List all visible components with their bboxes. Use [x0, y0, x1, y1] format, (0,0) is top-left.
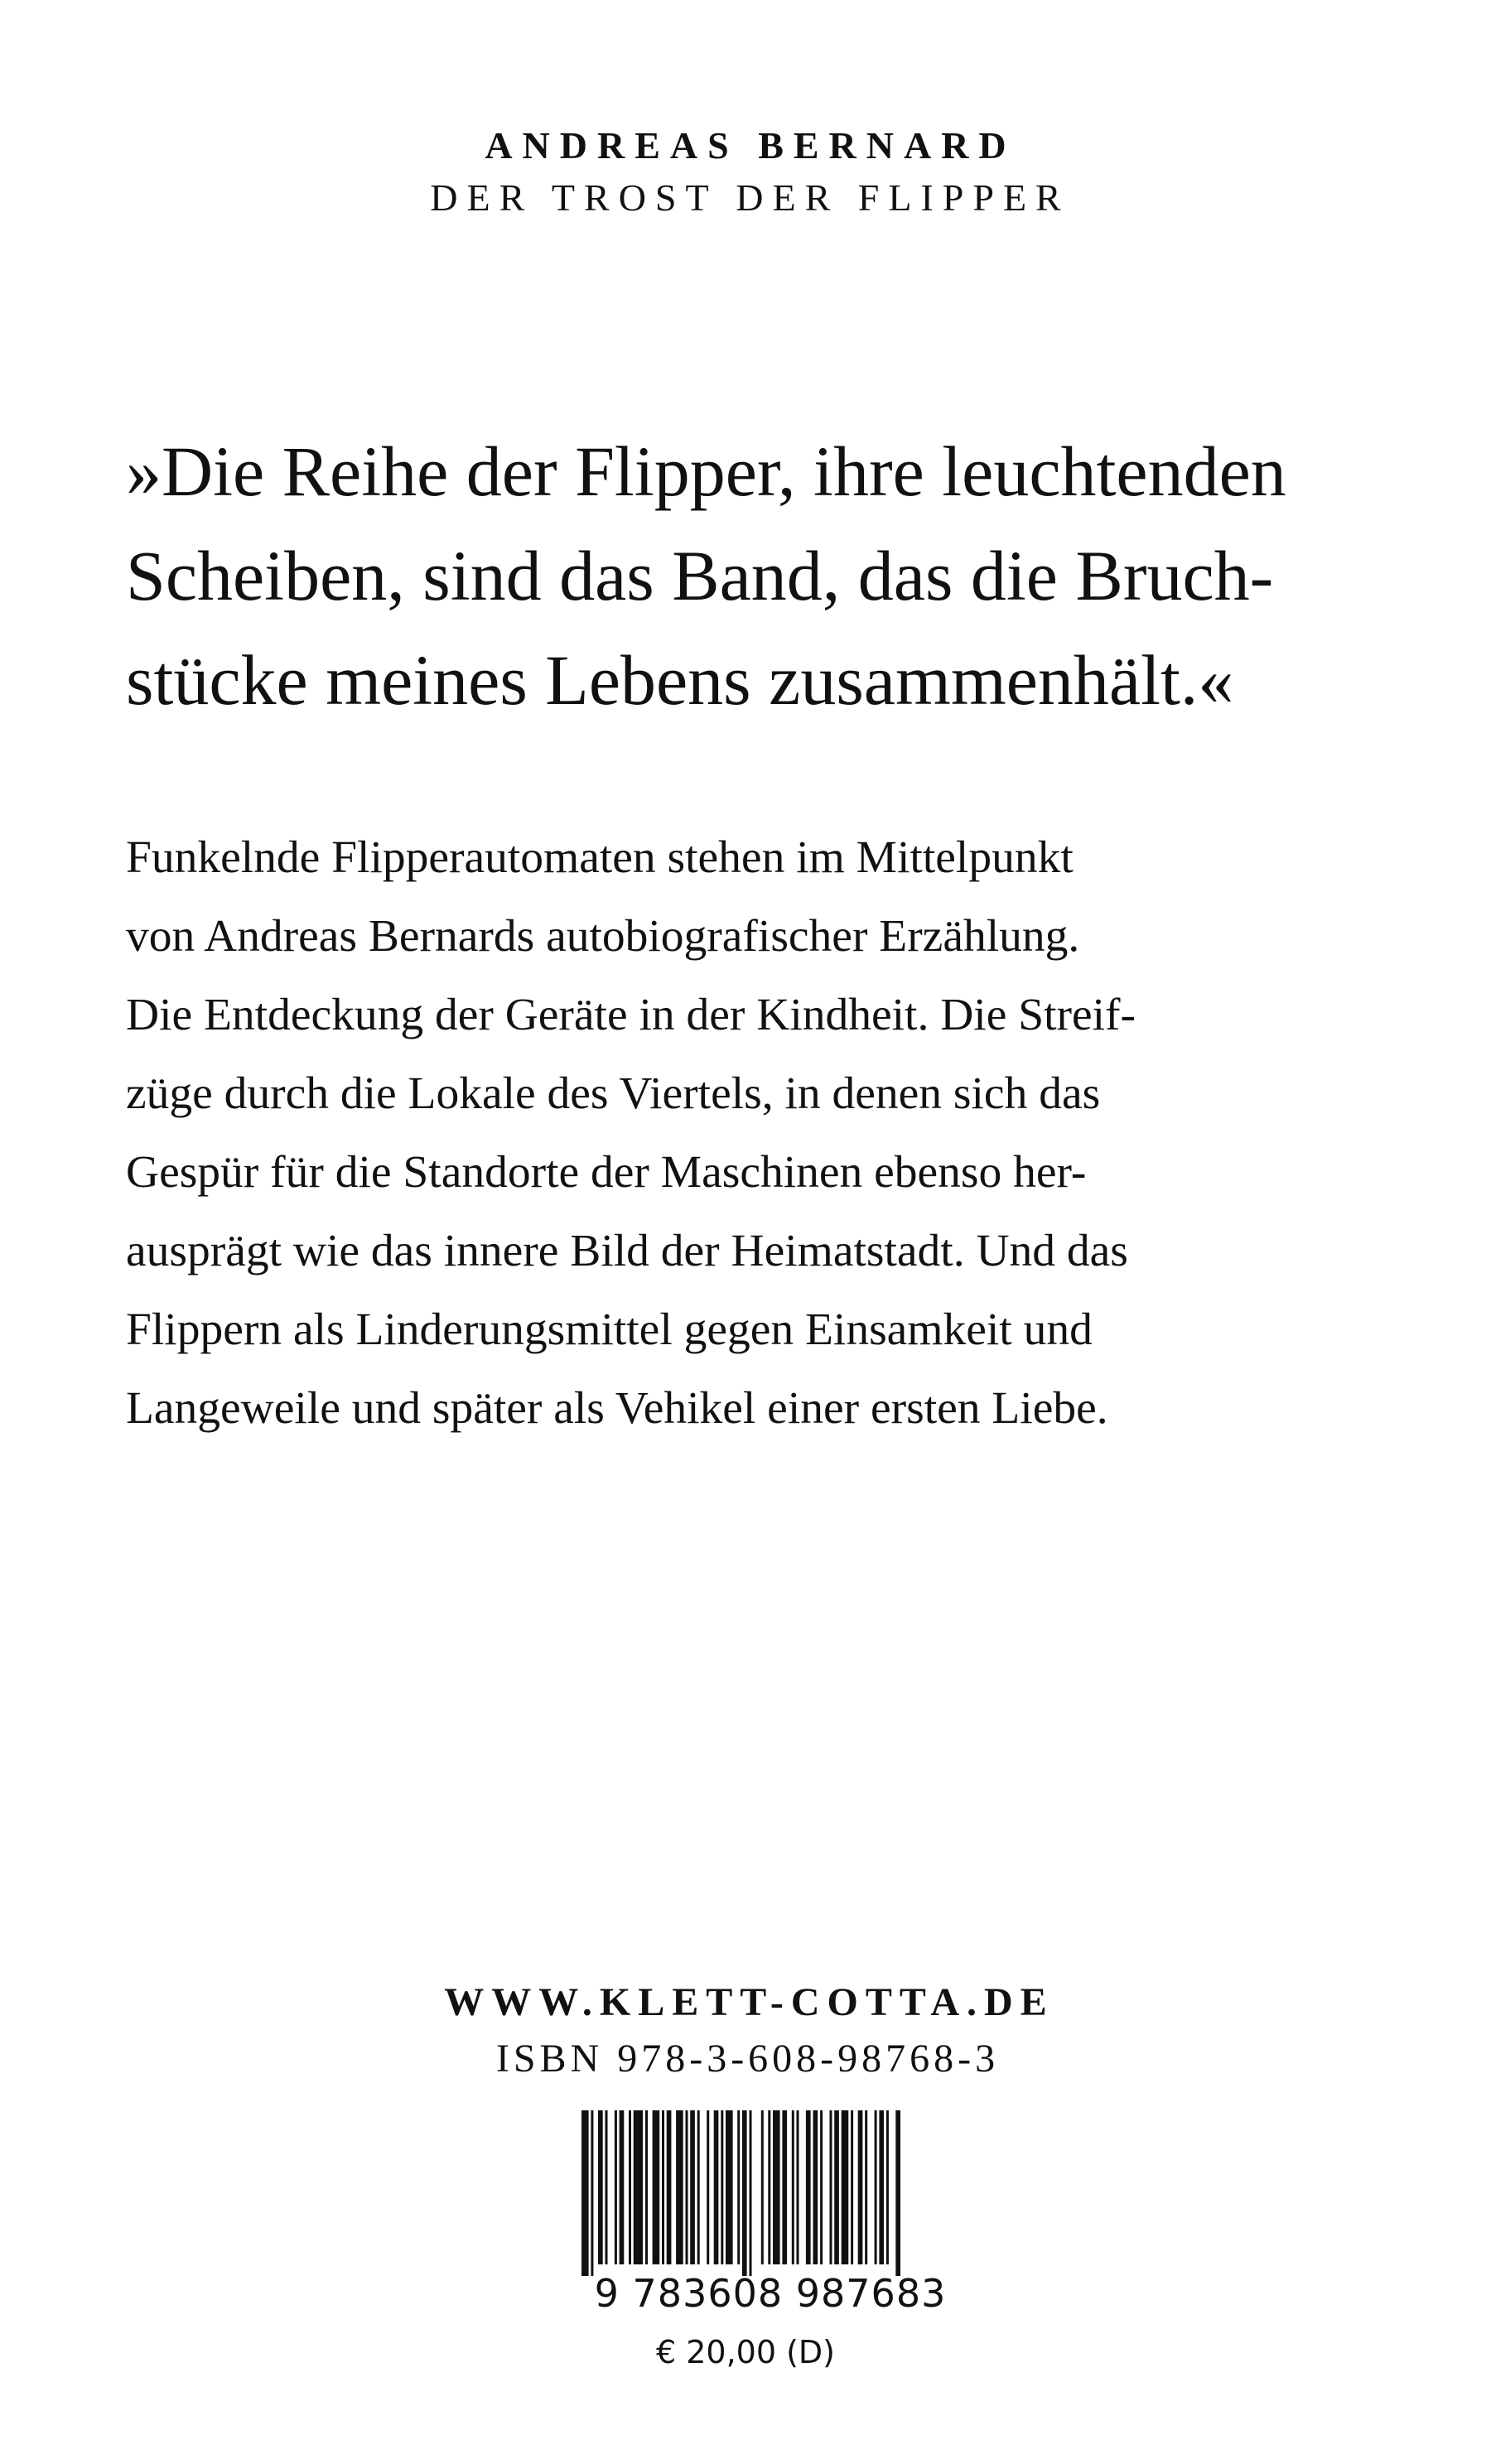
barcode-bar [834, 2110, 839, 2264]
price-label: € 20,00 (D) [655, 2334, 836, 2370]
blurb-line: Langeweile und später als Vehikel einer ersten Liebe. [126, 1383, 1108, 1434]
barcode-bar [865, 2110, 867, 2264]
blurb-line: ausprägt wie das innere Bild der Heimatstadt. Und das [126, 1226, 1128, 1276]
barcode-bar [697, 2110, 700, 2264]
publisher-website: WWW.KLETT-COTTA.DE [444, 1980, 1054, 2024]
barcode-bar [606, 2110, 608, 2264]
barcode-bar [875, 2110, 877, 2264]
blurb-line: Die Entdeckung der Geräte in der Kindheit. Die Streif- [126, 990, 1136, 1040]
barcode-bar [806, 2110, 811, 2264]
barcode-bar [879, 2110, 884, 2264]
barcode-bar [895, 2110, 900, 2276]
barcode-bar [761, 2110, 764, 2264]
blurb-line: von Andreas Bernards autobiografischer Erzählung. [126, 911, 1080, 962]
barcode-bar [707, 2110, 709, 2264]
barcode-bar [851, 2110, 853, 2264]
cover-header [0, 123, 1491, 222]
blurb-line: Gespür für die Standorte der Maschinen ebenso her- [126, 1147, 1087, 1198]
barcode-bar [598, 2110, 603, 2264]
barcode-bar [792, 2110, 794, 2264]
barcode-bar [742, 2110, 747, 2276]
barcode-bar [714, 2110, 719, 2264]
barcode-bar [768, 2110, 770, 2264]
book-title: DER TROST DER FLIPPER [430, 176, 1070, 219]
quote-line: stücke meines Lebens zusammenhält.« [126, 640, 1234, 720]
barcode-bar [620, 2110, 625, 2264]
blurb-text [126, 818, 1418, 1448]
quote-line: Scheiben, sind das Band, das die Bruch- [126, 536, 1274, 615]
barcode-bar [721, 2110, 723, 2264]
blurb-line: Flippern als Linderungsmittel gegen Einsamkeit und [126, 1304, 1093, 1355]
barcode [563, 2110, 977, 2316]
barcode-bar [737, 2110, 740, 2264]
barcode-digits: 9 783608 987683 [594, 2271, 947, 2316]
barcode-bar [820, 2110, 823, 2264]
barcode-bar [842, 2110, 849, 2264]
isbn-number: ISBN 978-3-608-98768-3 [495, 2037, 1000, 2081]
pull-quote [126, 419, 1418, 732]
barcode-bar [667, 2110, 672, 2264]
barcode-bar [858, 2110, 863, 2264]
barcode-bar [615, 2110, 617, 2264]
barcode-bar [645, 2110, 648, 2264]
barcode-bar [686, 2110, 688, 2264]
quote-line: »Die Reihe der Flipper, ihre leuchtenden [126, 432, 1286, 511]
barcode-bar [634, 2110, 643, 2264]
barcode-bar [886, 2110, 889, 2264]
cover-footer [0, 1978, 1491, 2084]
barcode-bars-icon [563, 2110, 977, 2276]
barcode-bar [797, 2110, 799, 2264]
blurb-line: züge durch die Lokale des Viertels, in denen sich das [126, 1068, 1101, 1119]
barcode-bar [750, 2110, 752, 2276]
barcode-bar [773, 2110, 780, 2264]
barcode-bar [690, 2110, 695, 2264]
barcode-bar [629, 2110, 631, 2264]
barcode-bar [813, 2110, 818, 2264]
barcode-bar [830, 2110, 832, 2264]
blurb-line: Funkelnde Flipperautomaten stehen im Mittelpunkt [126, 832, 1074, 883]
barcode-bar [653, 2110, 660, 2264]
author-name: ANDREAS BERNARD [485, 124, 1016, 166]
barcode-bar [581, 2110, 589, 2276]
barcode-bar [591, 2110, 593, 2276]
barcode-bar [726, 2110, 733, 2264]
barcode-bar [662, 2110, 664, 2264]
barcode-bar [782, 2110, 787, 2264]
barcode-bar [676, 2110, 683, 2264]
